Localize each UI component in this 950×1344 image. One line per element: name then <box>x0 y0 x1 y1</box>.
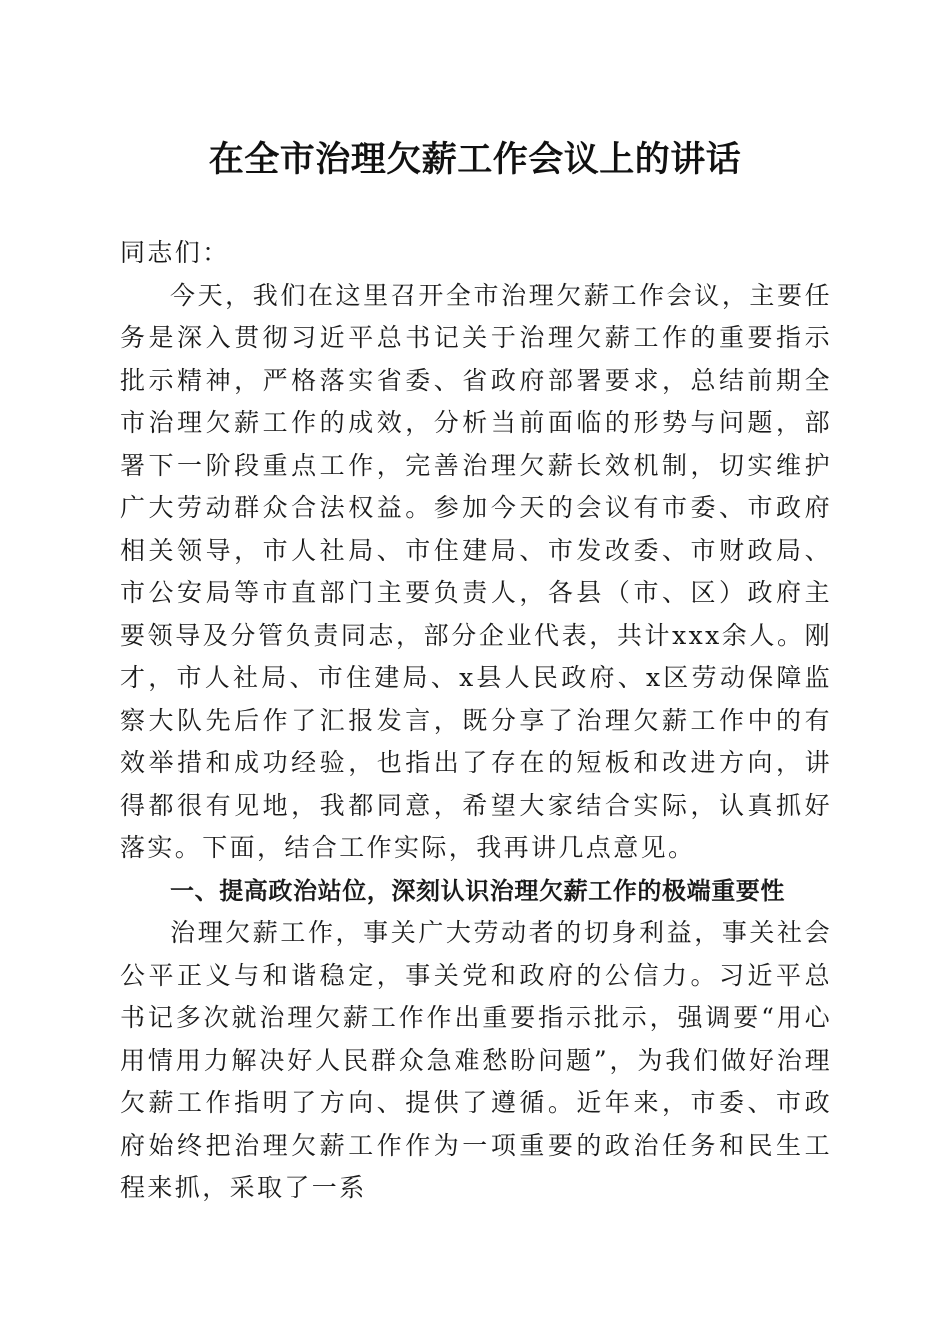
section-paragraph: 治理欠薪工作，事关广大劳动者的切身利益，事关社会公平正义与和谐稳定，事关党和政府的公信力。习近平总书记多次就治理欠薪工作作出重要指示批示，强调要“用心用情用力解决好人民群众急难愁盼问题”，为我们做好治理欠薪工作指明了方向、提供了遵循。近年来，市委、市政府始终把治理欠薪工作作为一项重要的政治任务和民生工程来抓，采取了一系 <box>120 918 832 1202</box>
document-body <box>120 232 832 1210</box>
document-title: 在全市治理欠薪工作会议上的讲话 <box>208 140 742 180</box>
salutation: 同志们： <box>120 238 230 267</box>
opening-paragraph: 今天，我们在这里召开全市治理欠薪工作会议，主要任务是深入贯彻习近平总书记关于治理欠薪工作的重要指示批示精神，严格落实省委、省政府部署要求，总结前期全市治理欠薪工作的成效，分析当前面临的形势与问题，部署下一阶段重点工作，完善治理欠薪长效机制，切实维护广大劳动群众合法权益。参加今天的会议有市委、市政府相关领导，市人社局、市住建局、市发改委、市财政局、市公安局等市直部门主要负责人，各县（市、区）政府主要领导及分管负责同志，部分企业代表，共计xxx余人。刚才，市人社局、市住建局、x县人民政府、x区劳动保障监察大队先后作了汇报发言，既分享了治理欠薪工作中的有效举措和成功经验，也指出了存在的短板和改进方向，讲得都很有见地，我都同意，希望大家结合实际，认真抓好落实。下面，结合工作实际，我再讲几点意见。 <box>120 280 832 862</box>
section-heading: 一、提高政治站位，深刻认识治理欠薪工作的极端重要性 <box>170 876 785 905</box>
